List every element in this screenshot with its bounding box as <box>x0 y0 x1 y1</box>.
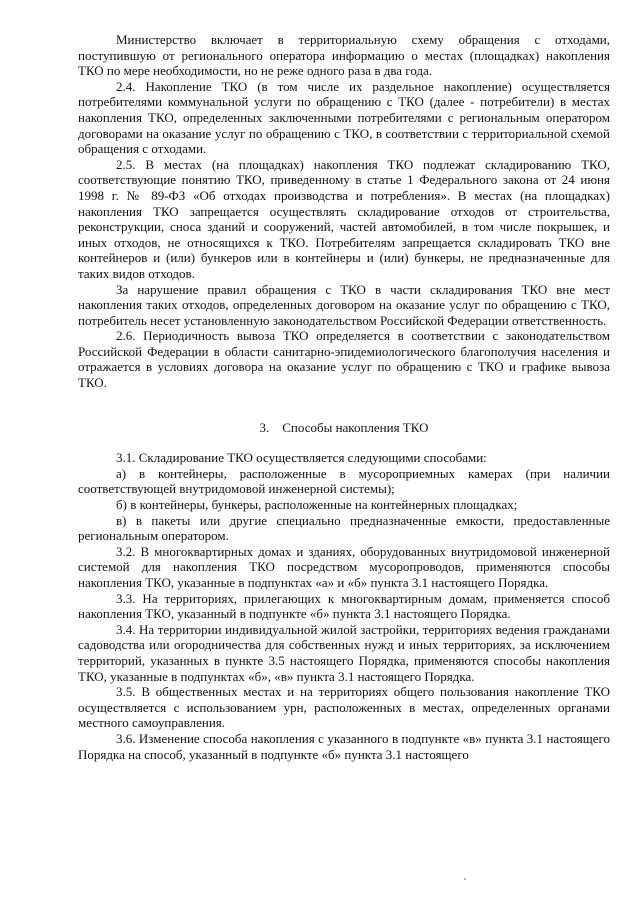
paragraph-3-4: 3.4. На территории индивидуальной жилой застройки, территориях ведения гражданами садоводства или огородничества для собственных нужд и иных территориях, за исключением территорий, указанных в пункте 3.5 настоящего Порядка, применяются способы накопления ТКО, указанные в подпунктах «б», «в» пункта 3.1 настоящего Порядка. <box>78 621 610 684</box>
section-heading <box>78 420 610 436</box>
paragraph-3-2: 3.2. В многоквартирных домах и зданиях, оборудованных внутридомовой инженерной системой для накопления ТКО посредством мусоропроводов, применяются способы накопления ТКО, указанные в подпунктах «а» и «б» пункта 3.1 настоящего Порядка. <box>78 543 610 590</box>
list-item-b: б) в контейнеры, бункеры, расположенные на контейнерных площадках; <box>116 497 518 513</box>
paragraph-2-4: 2.4. Накопление ТКО (в том числе их раздельное накопление) осуществляется потребителями коммунальной услуги по обращению с ТКО (далее - потребители) в местах накопления ТКО, определенных заключенными потребителями с региональным оператором договорами на оказание услуг по обращению с ТКО, в соответствии с территориальной схемой обращения с отходами. <box>78 78 610 157</box>
list-item-v: в) в пакеты или другие специально предназначенные емкости, предоставленные региональным оператором. <box>78 512 610 544</box>
section-number: 3. <box>259 419 270 435</box>
scan-dot-mark <box>464 878 466 880</box>
paragraph-3-6: 3.6. Изменение способа накопления с указанного в подпункте «в» пункта 3.1 настоящего Порядка на способ, указанный в подпункте «б» пункта 3.1 настоящего <box>78 730 610 762</box>
paragraph-3-5: 3.5. В общественных местах и на территориях общего пользования накопление ТКО осуществляется с использованием урн, расположенных в местах, определенных органами местного самоуправления. <box>78 684 610 731</box>
paragraph-2-5: 2.5. В местах (на площадках) накопления ТКО подлежат складированию ТКО, соответствующие понятию ТКО, приведенному в статье 1 Федерального закона от 24 июня 1998 г. № 89-ФЗ «Об отходах производства и потребления». В местах (на площадках) накопления ТКО запрещается осуществлять складирование отходов от строительства, реконструкции, сноса зданий и сооружений, частей автомобилей, в том числе покрышек, и иных отходов, не относящихся к ТКО. Потребителям запрещается складировать ТКО вне контейнеров и (или) бункеров или в контейнеры и (или) бункеры, не предназначенные для таких видов отходов. <box>78 156 610 281</box>
section-title: Способы накопления ТКО <box>282 419 429 435</box>
paragraph-2-6: 2.6. Периодичность вывоза ТКО определяется в соответствии с законодательством Российской Федерации в области санитарно-эпидемиологического благополучия населения и отражается в условиях договора на оказание услуг по обращению с ТКО и графике вывоза ТКО. <box>78 328 610 391</box>
paragraph-3-1: 3.1. Складирование ТКО осуществляется следующими способами: <box>116 450 487 466</box>
list-item-a: а) в контейнеры, расположенные в мусороприемных камерах (при наличии соответствующей внутридомовой инженерной системы); <box>78 465 610 497</box>
document-page <box>78 32 610 762</box>
section-gap <box>78 391 610 406</box>
paragraph-liability: За нарушение правил обращения с ТКО в части складирования ТКО вне мест накопления таких отходов, определенных договором на оказание услуг по обращению с ТКО, потребитель несет установленную законодательством Российской Федерации ответственность. <box>78 281 610 328</box>
paragraph-3-3: 3.3. На территориях, прилегающих к многоквартирным домам, применяется способ накопления ТКО, указанный в подпункте «б» пункта 3.1 настоящего Порядка. <box>78 590 610 622</box>
paragraph-ministry: Министерство включает в территориальную схему обращения с отходами, поступившую от регионального оператора информацию о местах (площадках) накопления ТКО по мере необходимости, но не реже одного раза в два года. <box>78 32 610 79</box>
